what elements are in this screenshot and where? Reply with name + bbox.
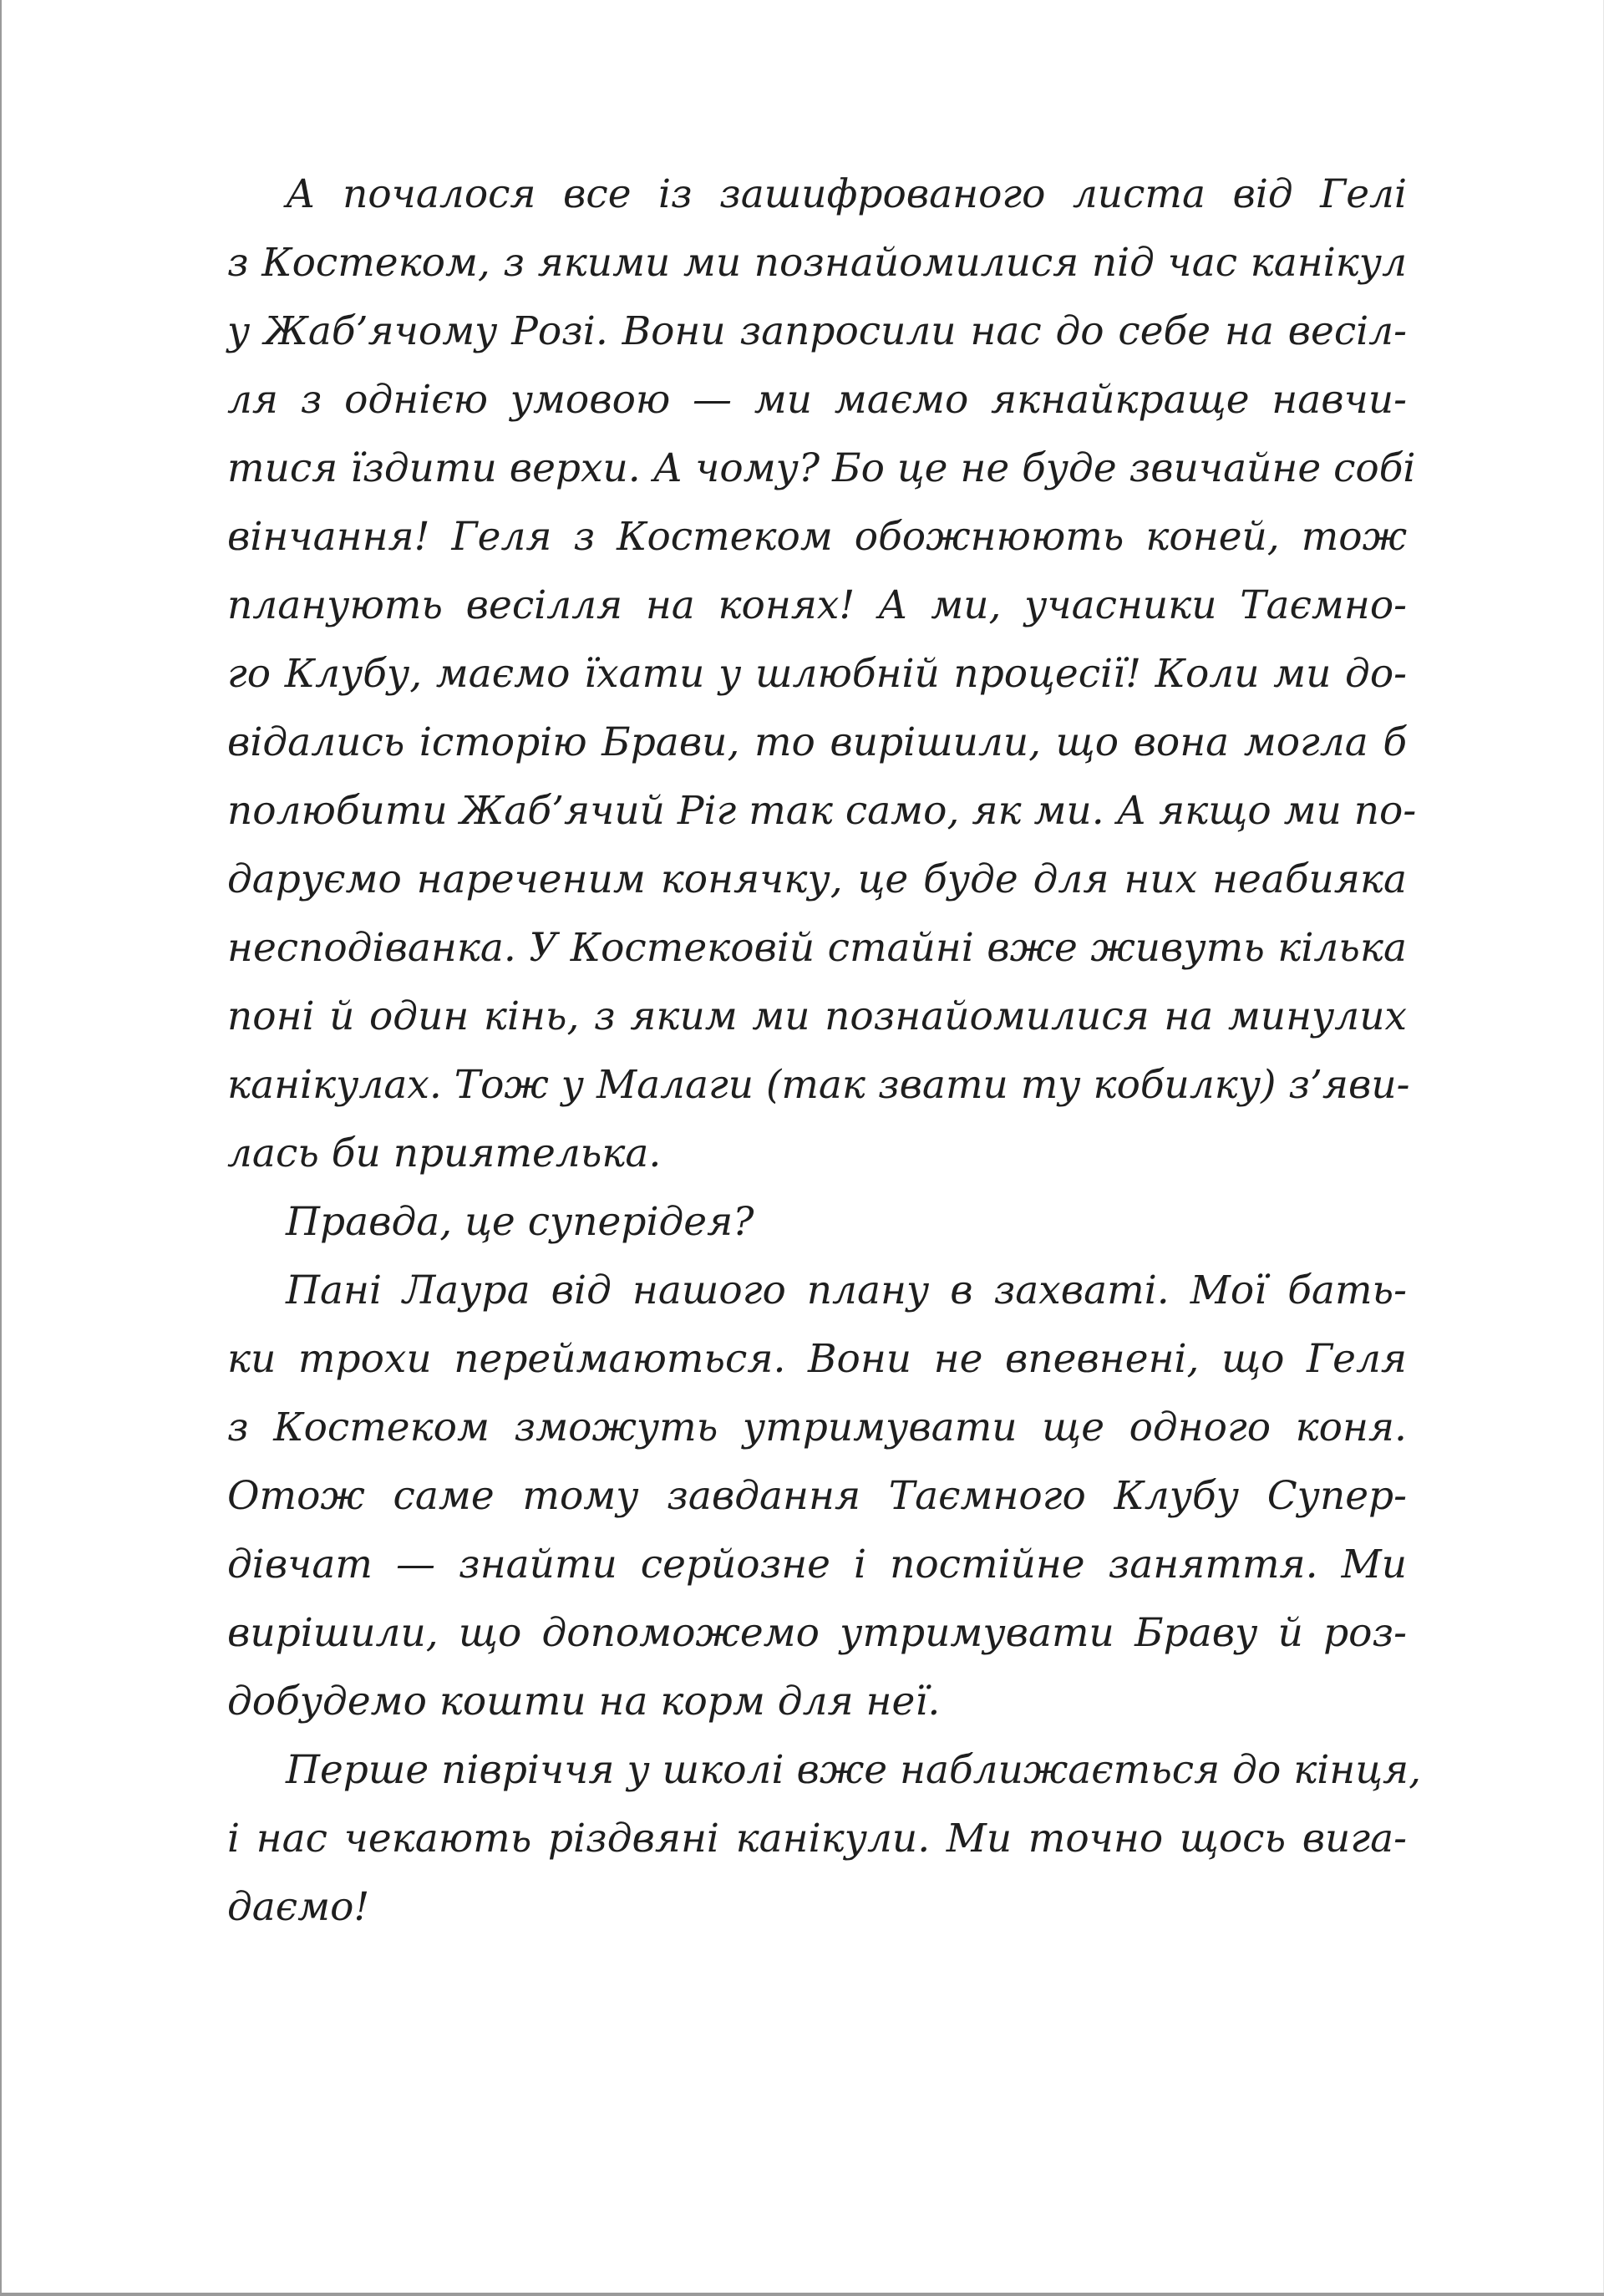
- text-line: Перше півріччя у школі вже наближається до кінця,: [286, 1747, 1422, 1793]
- text-line: поні й один кінь, з яким ми познайомилися на минулих: [227, 993, 1407, 1039]
- text-line: дівчат — знайти серйозне і постійне заняття. Ми: [227, 1542, 1407, 1587]
- text-line: планують весілля на конях! А ми, учасники Таємно-: [227, 582, 1407, 628]
- text-line: полюбити Жаб’ячий Ріг так само, як ми. А якщо ми по-: [227, 788, 1417, 834]
- text-line: тися їздити верхи. А чому? Бо це не буде звичайне собі: [227, 445, 1416, 491]
- page-text: [227, 160, 1422, 1942]
- paragraph-2: [227, 1188, 1407, 1257]
- text-line: даруємо нареченим конячку, це буде для них неабияка: [227, 856, 1407, 902]
- text-line: даємо!: [227, 1884, 370, 1930]
- text-line: з Костеком, з якими ми познайомилися під час канікул: [227, 240, 1407, 286]
- text-line: з Костеком зможуть утримувати ще одного коня.: [227, 1405, 1407, 1450]
- text-line: Пані Лаура від нашого плану в захваті. Мої бать-: [286, 1267, 1407, 1313]
- text-line: відались історію Брави, то вирішили, що вона могла б: [227, 719, 1407, 765]
- text-line: вінчання! Геля з Костеком обожнюють коней, тож: [227, 514, 1407, 560]
- paragraph-1: [227, 160, 1417, 1188]
- text-line: вирішили, що допоможемо утримувати Браву й роз-: [227, 1610, 1407, 1656]
- text-line: го Клубу, маємо їхати у шлюбній процесії! Коли ми до-: [227, 651, 1407, 697]
- text-line: Отож саме тому завдання Таємного Клубу Супер-: [227, 1473, 1407, 1519]
- text-line: добудемо кошти на корм для неї.: [227, 1679, 941, 1725]
- text-line: несподіванка. У Костековій стайні вже живуть кілька: [227, 925, 1407, 971]
- paragraph-3: [227, 1257, 1407, 1736]
- text-line: А почалося все із зашифрованого листа від Гелі: [286, 171, 1407, 217]
- text-line: лась би приятелька.: [227, 1130, 662, 1176]
- paragraph-4: [227, 1736, 1422, 1942]
- text-line: і нас чекають різдвяні канікули. Ми точно щось вига-: [227, 1816, 1407, 1862]
- text-line: ки трохи переймаються. Вони не впевнені, що Геля: [227, 1336, 1407, 1382]
- text-line: у Жаб’ячому Розі. Вони запросили нас до себе на весіл-: [227, 308, 1407, 354]
- text-line: ля з однією умовою — ми маємо якнайкраще навчи-: [227, 377, 1407, 423]
- text-line: Правда, це суперідея?: [286, 1199, 754, 1245]
- text-line: канікулах. Тож у Малаги (так звати ту кобилку) з’яви-: [227, 1062, 1410, 1108]
